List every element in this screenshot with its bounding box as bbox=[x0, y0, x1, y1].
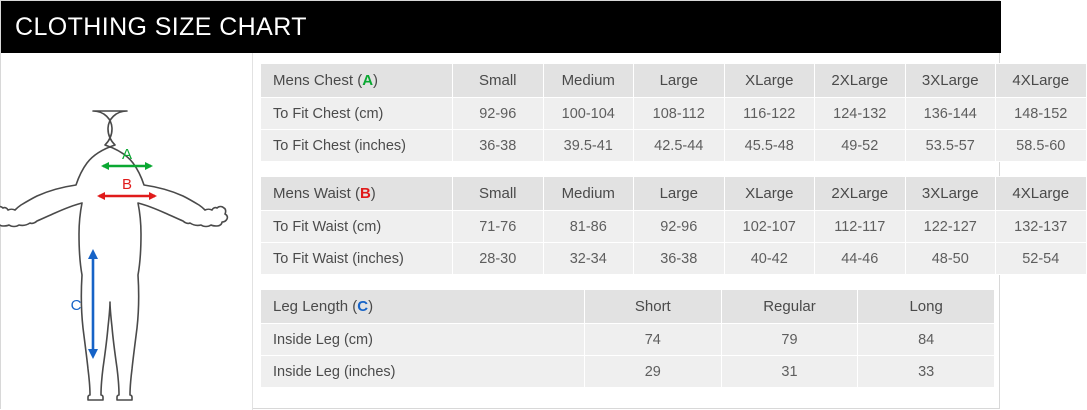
cell: 132-137 bbox=[996, 211, 1087, 243]
cell: 29 bbox=[584, 356, 721, 388]
cell: 39.5-41 bbox=[543, 130, 634, 162]
cell: 92-96 bbox=[453, 98, 544, 130]
table-header-row bbox=[261, 177, 1087, 211]
cell: 122-127 bbox=[905, 211, 996, 243]
cell: 40-42 bbox=[724, 243, 815, 275]
column-header: XLarge bbox=[724, 64, 815, 98]
cell: 45.5-48 bbox=[724, 130, 815, 162]
table-leg-length bbox=[260, 289, 995, 388]
body-figure-diagram bbox=[1, 53, 253, 410]
cell: 108-112 bbox=[634, 98, 725, 130]
cell: 136-144 bbox=[905, 98, 996, 130]
row-label: Inside Leg (cm) bbox=[261, 324, 585, 356]
chest-key-letter: A bbox=[362, 72, 374, 89]
column-header: 3XLarge bbox=[905, 64, 996, 98]
row-label: Inside Leg (inches) bbox=[261, 356, 585, 388]
column-header: Large bbox=[634, 177, 725, 211]
chest-label-a: A bbox=[121, 146, 133, 163]
waist-label-b: B bbox=[121, 176, 133, 193]
cell: 71-76 bbox=[453, 211, 544, 243]
leg-key-letter: C bbox=[357, 298, 369, 315]
cell: 112-117 bbox=[815, 211, 906, 243]
page-title: CLOTHING SIZE CHART bbox=[15, 12, 307, 41]
table-title-leg-length: Leg Length (C) bbox=[261, 290, 585, 324]
column-header: Small bbox=[453, 177, 544, 211]
cell: 148-152 bbox=[996, 98, 1087, 130]
cell: 100-104 bbox=[543, 98, 634, 130]
column-header: 4XLarge bbox=[996, 64, 1087, 98]
column-header: Long bbox=[858, 290, 995, 324]
table-row bbox=[261, 324, 995, 356]
table-header-row bbox=[261, 64, 1087, 98]
size-tables-area bbox=[254, 53, 1070, 410]
cell: 124-132 bbox=[815, 98, 906, 130]
cell: 48-50 bbox=[905, 243, 996, 275]
column-header: Medium bbox=[543, 177, 634, 211]
row-label: To Fit Chest (inches) bbox=[261, 130, 453, 162]
cell: 52-54 bbox=[996, 243, 1087, 275]
cell: 28-30 bbox=[453, 243, 544, 275]
cell: 102-107 bbox=[724, 211, 815, 243]
column-header: XLarge bbox=[724, 177, 815, 211]
cell: 84 bbox=[858, 324, 995, 356]
row-label: To Fit Chest (cm) bbox=[261, 98, 453, 130]
cell: 31 bbox=[721, 356, 858, 388]
cell: 92-96 bbox=[634, 211, 725, 243]
column-header: Medium bbox=[543, 64, 634, 98]
cell: 81-86 bbox=[543, 211, 634, 243]
cell: 53.5-57 bbox=[905, 130, 996, 162]
column-header: 2XLarge bbox=[815, 177, 906, 211]
table-row bbox=[261, 98, 1087, 130]
table-row bbox=[261, 243, 1087, 275]
column-header: Short bbox=[584, 290, 721, 324]
row-label: To Fit Waist (cm) bbox=[261, 211, 453, 243]
cell: 36-38 bbox=[634, 243, 725, 275]
table-title-mens-chest: Mens Chest (A) bbox=[261, 64, 453, 98]
cell: 58.5-60 bbox=[996, 130, 1087, 162]
cell: 36-38 bbox=[453, 130, 544, 162]
leg-label-c: C bbox=[70, 297, 82, 314]
column-header: Small bbox=[453, 64, 544, 98]
cell: 116-122 bbox=[724, 98, 815, 130]
cell: 32-34 bbox=[543, 243, 634, 275]
cell: 49-52 bbox=[815, 130, 906, 162]
column-header: 2XLarge bbox=[815, 64, 906, 98]
table-mens-waist bbox=[260, 176, 1087, 275]
table-row bbox=[261, 130, 1087, 162]
table-mens-chest bbox=[260, 63, 1087, 162]
table-header-row bbox=[261, 290, 995, 324]
cell: 33 bbox=[858, 356, 995, 388]
column-header: Regular bbox=[721, 290, 858, 324]
table-title-mens-waist: Mens Waist (B) bbox=[261, 177, 453, 211]
cell: 42.5-44 bbox=[634, 130, 725, 162]
column-header: 3XLarge bbox=[905, 177, 996, 211]
row-label: To Fit Waist (inches) bbox=[261, 243, 453, 275]
cell: 44-46 bbox=[815, 243, 906, 275]
table-row bbox=[261, 356, 995, 388]
table-row bbox=[261, 211, 1087, 243]
body-figure-panel bbox=[1, 53, 253, 410]
waist-key-letter: B bbox=[359, 185, 371, 202]
column-header: Large bbox=[634, 64, 725, 98]
title-bar bbox=[1, 1, 1001, 53]
column-header: 4XLarge bbox=[996, 177, 1087, 211]
cell: 74 bbox=[584, 324, 721, 356]
cell: 79 bbox=[721, 324, 858, 356]
